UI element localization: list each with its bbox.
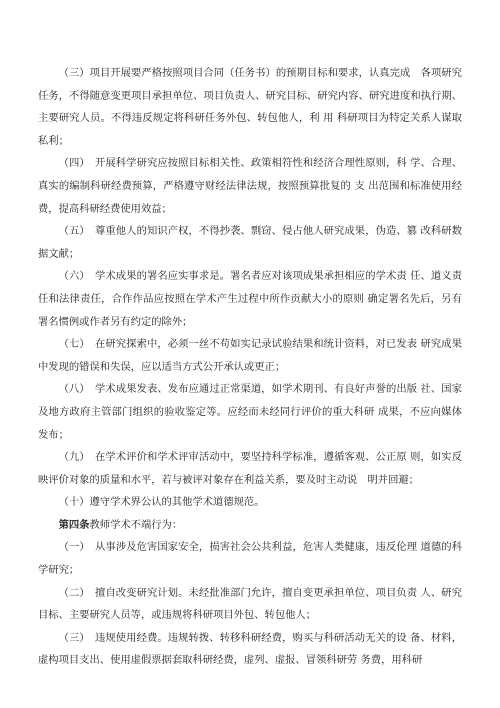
- paragraph-10: （十）遵守学术界公认的其他学术道德规范。: [58, 496, 265, 509]
- item-3: （三） 违规使用经费。违规转拨、转移科研经费，购买与科研活动无关的设 备、材料，虚构项目支出、使用虚假票据套取科研经费，虚列、虚报、冒领科研劳 务费，用科研: [38, 631, 462, 667]
- article-heading: [38, 514, 462, 537]
- paragraph-7: （七） 在研究探索中，必须一丝不苟如实记录试验结果和统计资料，对已发表 研究成果中发现的错误和失误，应以适当方式公开承认或更正；: [38, 338, 462, 373]
- paragraph-5: （五） 尊重他人的知识产权，不得抄袭、剽窃、侵占他人研究成果，伪造、篡 改科研数据文献；: [38, 225, 462, 260]
- paragraph-4: （四） 开展科学研究应按照目标相关性、政策相符性和经济合理性原则，科 学、合理、真实的编制科研经费预算，严格遵守财经法律法规，按照预算批复的 支 出范围和标准使用经费，提高科研经费使用效益；: [38, 157, 462, 215]
- paragraph-6: （六） 学术成果的署名应实事求是。署名者应对该项成果承担相应的学术责 任、道义责任和法律责任，合作作品应按照在学术产生过程中所作贡献大小的原则 确定署名先后，另有署名惯例或作者另有约定的除外；: [38, 270, 462, 328]
- article-text: 教师学术不端行为：: [89, 518, 183, 531]
- paragraph-8: （八） 学术成果发表、发布应通过正常渠道，如学术期刊、有良好声誉的出版 社、国家及地方政府主管部门组织的验收鉴定等。应经而未经同行评价的重大科研 成果，不应向媒体发布；: [38, 383, 462, 441]
- item-2: （二） 擅自改变研究计划。未经批准部门允许，擅自变更承担单位、项目负责 人、研究目标、主要研究人员等，或违规将科研项目外包、转包他人；: [38, 586, 462, 622]
- article-label: 第四条: [58, 518, 90, 531]
- item-1: （一） 从事涉及危害国家安全，损害社会公共利益，危害人类健康，违反伦理 道德的科学研究；: [38, 541, 462, 577]
- paragraph-3: （三）项目开展要严格按照项目合同（任务书）的预期目标和要求，认真完成 各项研究任务，不得随意变更项目承担单位、项目负责人、研究目标、研究内容、研究进度和执行期、主要研究人员。不得违反规定将科研任务外包、转包他人，利 用 科研项目为特定关系人谋取私利；: [38, 67, 462, 147]
- paragraph-9: （九） 在学术评价和学术评审活动中，要坚持科学标准，遵循客观、公正原 则，如实反映评价对象的质量和水平，若与被评对象存在利益关系，要及时主动说 明并回避；: [38, 451, 462, 486]
